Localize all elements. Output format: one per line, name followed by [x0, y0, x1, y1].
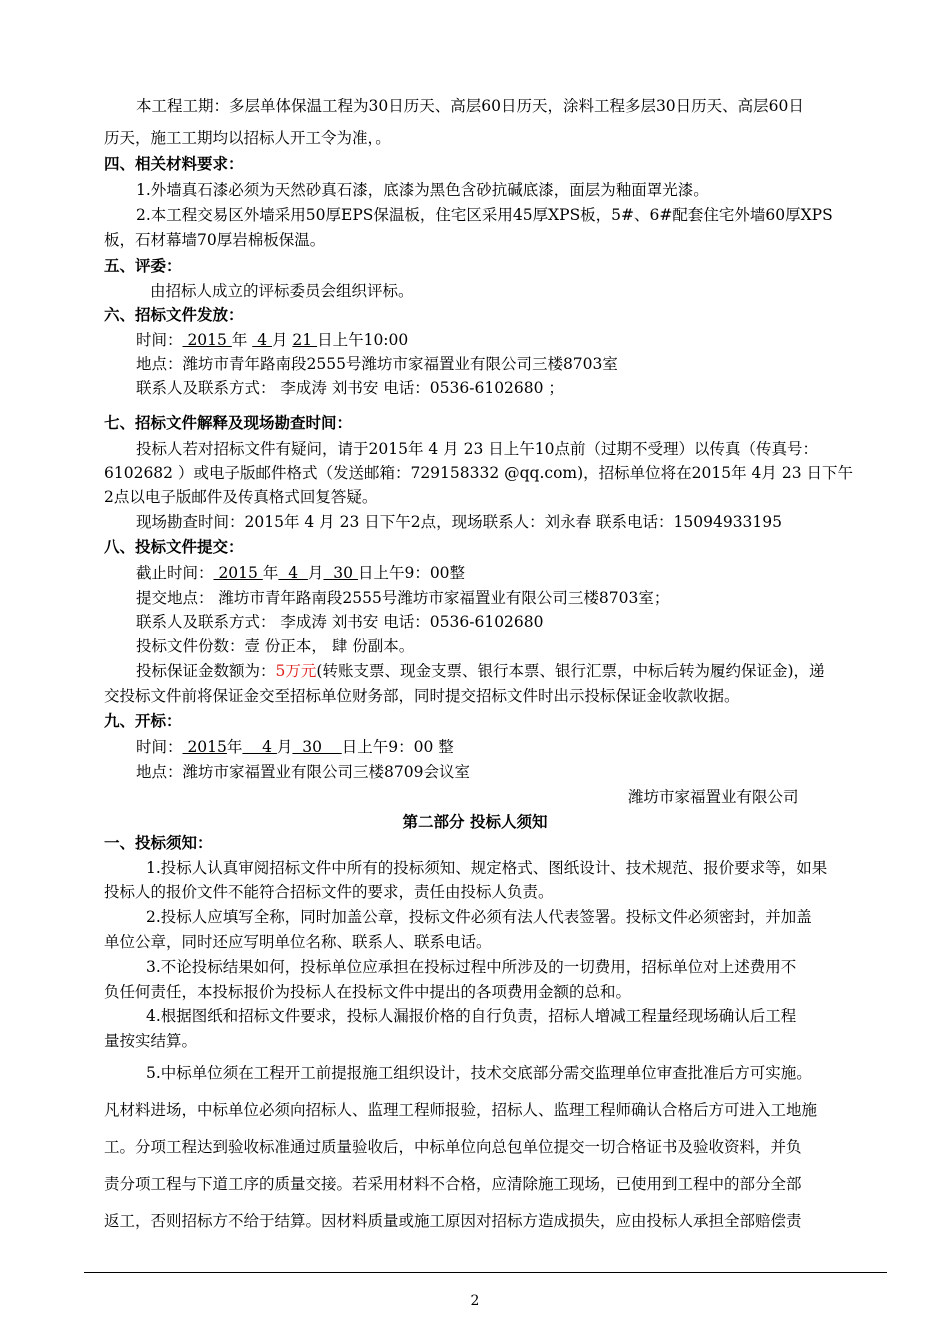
deposit-amount: 5万元	[275, 662, 317, 680]
notice-2-line-1: 2.投标人应填写全称，同时加盖公章，投标文件必须有法人代表签署。投标文件必须密封，并加盖	[146, 908, 812, 926]
doc-issue-place: 地点：潍坊市青年路南段2555号潍坊市家福置业有限公司三楼8703室	[136, 355, 618, 373]
deposit-line-1: 投标保证金数额为：5万元(转账支票、现金支票、银行本票、银行汇票，中标后转为履约保证金)，递	[136, 662, 825, 680]
notice-5-line-3: 工。分项工程达到验收标准通过质量验收后，中标单位向总包单位提交一切合格证书及验收资料，并负	[104, 1138, 802, 1156]
submission-deadline: 截止时间： 2015 年 4 月 30 日上午9：00整	[136, 564, 466, 582]
doc-issue-contact: 联系人及联系方式： 李成涛 刘书安 电话：0536-6102680 ；	[136, 379, 564, 397]
section-heading-doc-issue: 六、招标文件发放：	[104, 306, 244, 324]
materials-line-3: 板，石材幕墙70厚岩棉板保温。	[104, 231, 326, 249]
notice-5-line-1: 5.中标单位须在工程开工前提报施工组织设计，技术交底部分需交监理单位审查批准后方可实施。	[146, 1064, 812, 1082]
clarification-line-2: 6102682 ）或电子版邮件格式（发送邮箱：729158332 @qq.com)，招标单位将在2015年 4月 23 日下午	[104, 464, 853, 482]
schedule-line-2: 历天，施工工期均以招标人开工令为准，。	[104, 129, 391, 147]
schedule-line-1: 本工程工期：多层单体保温工程为30日历天、高层60日历天，涂料工程多层30日历天、高层60日	[136, 97, 804, 115]
notice-1-line-1: 1.投标人认真审阅招标文件中所有的投标须知、规定格式、图纸设计、技术规范、报价要求等，如果	[146, 859, 828, 877]
doc-issue-time: 时间： 2015 年 4 月 21 日上午10:00	[136, 331, 409, 349]
signature-company: 潍坊市家福置业有限公司	[628, 788, 799, 806]
notice-5-line-2: 凡材料进场，中标单位必须向招标人、监理工程师报验，招标人、监理工程师确认合格后方可进入工地施	[104, 1101, 818, 1119]
clarification-line-3: 2点以电子版邮件及传真格式回复答疑。	[104, 488, 378, 506]
section-heading-clarification: 七、招标文件解释及现场勘查时间：	[104, 414, 353, 432]
page-number: 2	[470, 1293, 480, 1309]
opening-time: 时间： 2015年 4 月 30 日上午9：00 整	[136, 738, 454, 756]
notice-5-line-4: 责分项工程与下道工序的质量交接。若采用材料不合格，应清除施工现场，已使用到工程中的部分全部	[104, 1175, 802, 1193]
notice-2-line-2: 单位公章，同时还应写明单位名称、联系人、联系电话。	[104, 933, 492, 951]
notice-4-line-2: 量按实结算。	[104, 1032, 198, 1050]
submission-contact: 联系人及联系方式： 李成涛 刘书安 电话：0536-6102680	[136, 613, 544, 631]
judges-line: 由招标人成立的评标委员会组织评标。	[150, 282, 414, 300]
submission-place: 提交地点： 潍坊市青年路南段2555号潍坊市家福置业有限公司三楼8703室；	[136, 589, 670, 607]
materials-line-1: 1.外墙真石漆必须为天然砂真石漆，底漆为黑色含砂抗碱底漆，面层为釉面罩光漆。	[136, 181, 709, 199]
notice-3-line-1: 3.不论投标结果如何，投标单位应承担在投标过程中所涉及的一切费用，招标单位对上述费用不	[146, 958, 797, 976]
section-heading-opening: 九、开标：	[104, 712, 182, 730]
section-heading-submission: 八、投标文件提交：	[104, 538, 244, 556]
part2-title: 第二部分 投标人须知	[402, 813, 548, 831]
submission-copies: 投标文件份数：壹 份正本， 肆 份副本。	[136, 637, 415, 655]
section-heading-judges: 五、评委：	[104, 257, 182, 275]
notice-3-line-2: 负任何责任，本投标报价为投标人在投标文件中提出的各项费用金额的总和。	[104, 983, 632, 1001]
materials-line-2: 2.本工程交易区外墙采用50厚EPS保温板，住宅区采用45厚XPS板，5#、6#配套住宅外墙60厚XPS	[136, 206, 833, 224]
notice-4-line-1: 4.根据图纸和招标文件要求，投标人漏报价格的自行负责，招标人增减工程量经现场确认后工程	[146, 1007, 797, 1025]
deposit-line-2: 交投标文件前将保证金交至招标单位财务部，同时提交招标文件时出示投标保证金收款收据。	[104, 687, 740, 705]
notice-5-line-5: 返工，否则招标方不给于结算。因材料质量或施工原因对招标方造成损失，应由投标人承担全部赔偿责	[104, 1212, 802, 1230]
section-heading-bidder-notice: 一、投标须知：	[104, 834, 213, 852]
clarification-line-1: 投标人若对招标文件有疑问，请于2015年 4 月 23 日上午10点前（过期不受理）以传真（传真号：	[136, 440, 818, 458]
opening-place: 地点：潍坊市家福置业有限公司三楼8709会议室	[136, 763, 470, 781]
footer-divider	[84, 1272, 887, 1273]
notice-1-line-2: 投标人的报价文件不能符合招标文件的要求，责任由投标人负责。	[104, 883, 554, 901]
site-survey-line: 现场勘查时间：2015年 4 月 23 日下午2点，现场联系人：刘永春 联系电话：15094933195	[136, 513, 783, 531]
section-heading-materials: 四、相关材料要求：	[104, 155, 244, 173]
